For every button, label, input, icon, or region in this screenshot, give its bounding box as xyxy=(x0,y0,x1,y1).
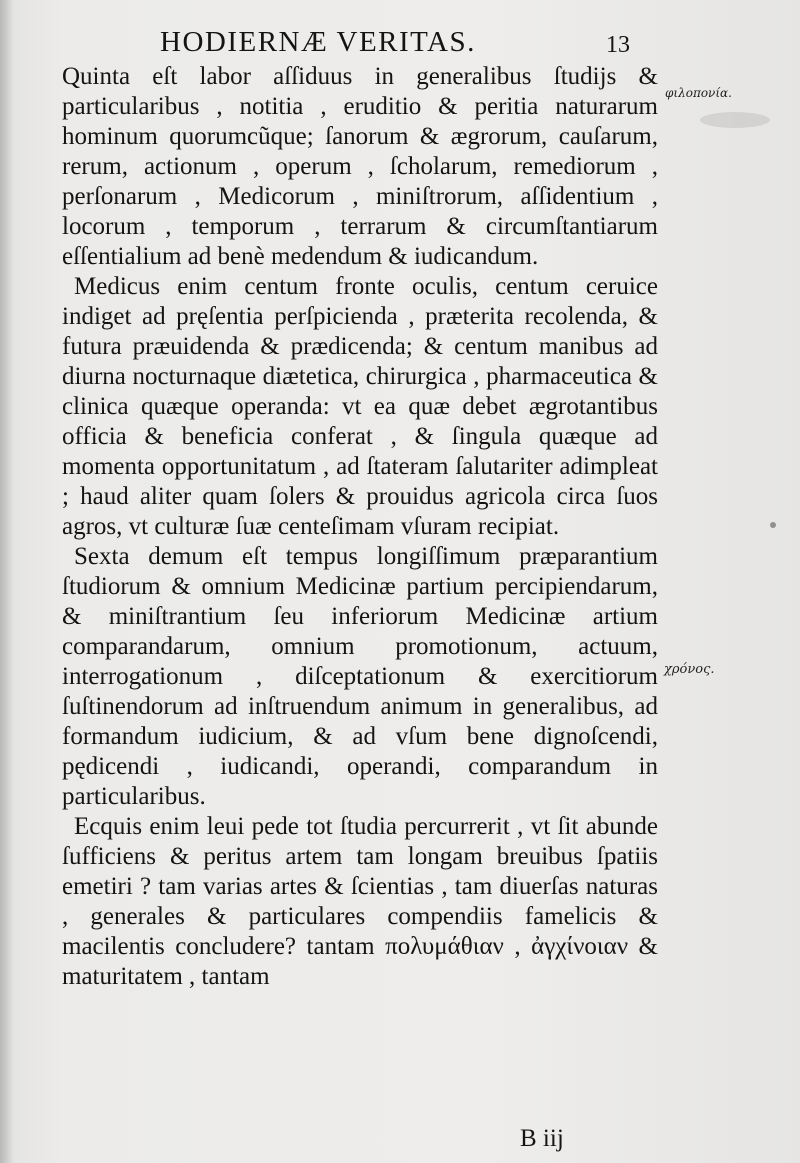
paragraph: Sexta demum eſt tempus longiſſimum præparantium ſtudiorum & omnium Medicinæ partium percipiendarum, & miniſtrantium ſeu inferiorum Medicinæ artium comparandarum, omnium promotionum, actuum, interrogationum , diſceptationum & exercitiorum ſuſtinendorum ad inſtruendum animum in generalibus, ad formandum iudicium, & ad vſum bene dignoſcendi, pędicendi , iudicandi, operandi, comparandum in particularibus. xyxy=(62,543,658,810)
ink-smudge xyxy=(700,112,770,128)
paragraph: Medicus enim centum fronte oculis, centum ceruice indiget ad pręſentia perſpicienda , præterita recolenda, & futura præuidenda & prædicenda; & centum manibus ad diurna nocturnaque diætetica, chirurgica , pharmaceutica & clinica quæque operanda: vt ea quæ debet ægrotantibus officia & beneficia conferat , & ſingula quæque ad momenta opportunitatum , ad ſtateram ſalutariter adimpleat ; haud aliter quam ſolers & prouidus agricola circa ſuos agros, vt culturæ ſuæ centeſimam vſuram recipiat. xyxy=(62,273,658,540)
signature-mark: B iij xyxy=(520,1125,564,1152)
paragraph: Ecquis enim leui pede tot ſtudia percurrerit , vt ſit abunde ſufficiens & peritus artem tam longam breuibus ſpatiis emetiri ? tam varias artes & ſcientias , tam diuerſas naturas , generales & particulares compendiis famelicis & macilentis concludere? tantam πολυμάθιαν , ἀγχίνοιαν & maturitatem , tantam xyxy=(62,813,658,990)
page-number: 13 xyxy=(606,32,630,58)
binding-shadow xyxy=(0,0,14,1163)
paragraph: Quinta eſt labor aſſiduus in generalibus ſtudijs & particularibus , notitia , eruditio & peritia naturarum hominum quorumcũque; ſanorum & ægrorum, cauſarum, rerum, actionum , operum , ſcholarum, remediorum , perſonarum , Medicorum , miniſtrorum, aſſidentium , locorum , temporum , terrarum & circumſtantiarum eſſentialium ad benè medendum & iudicandum. xyxy=(62,63,658,270)
running-head: HODIERNÆ VERITAS. xyxy=(160,26,476,58)
ink-smudge xyxy=(770,522,776,528)
margin-note: φιλοπονία. xyxy=(665,86,732,100)
margin-note: χρόνος. xyxy=(664,662,715,677)
body-text xyxy=(62,62,658,992)
